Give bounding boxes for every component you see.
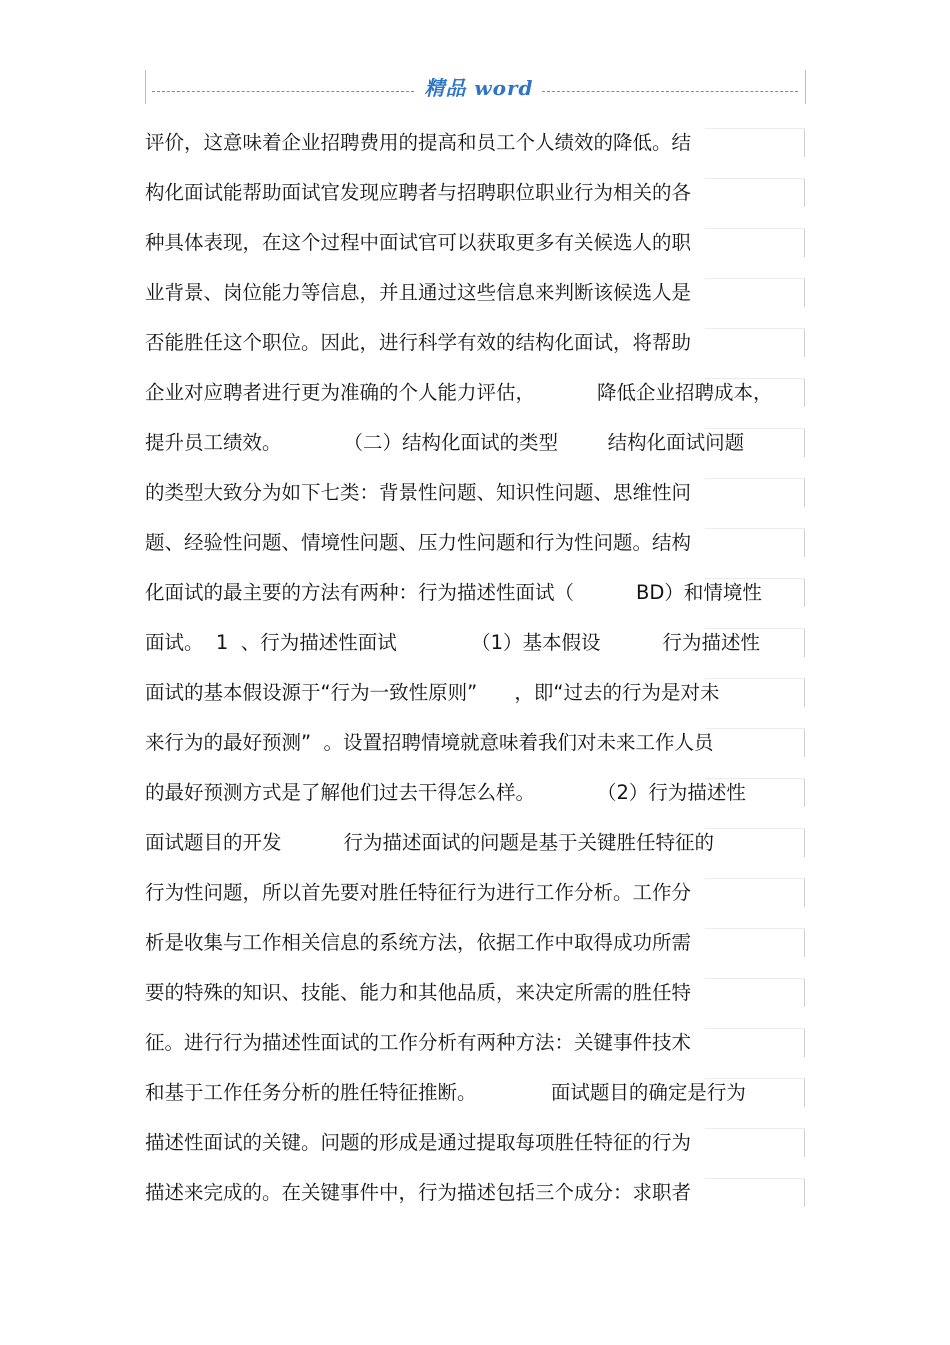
page-frame-left bbox=[145, 70, 146, 104]
line-rule-top bbox=[705, 228, 805, 229]
text-line: 否能胜任这个职位。因此，进行科学有效的结构化面试，将帮助 bbox=[145, 318, 805, 368]
line-rule-right bbox=[804, 779, 805, 807]
header-title: 精品 word bbox=[424, 76, 534, 100]
text-line: 提升员工绩效。 （二）结构化面试的类型 结构化面试问题 bbox=[145, 418, 805, 468]
text-line: 行为性问题，所以首先要对胜任特征行为进行工作分析。工作分 bbox=[145, 868, 805, 918]
line-rule-top bbox=[705, 1028, 805, 1029]
line-rule-right bbox=[804, 429, 805, 457]
line-rule-right bbox=[804, 379, 805, 407]
text-line: 来行为的最好预测” 。设置招聘情境就意味着我们对未来工作人员 bbox=[145, 718, 805, 768]
line-rule-right bbox=[804, 279, 805, 307]
line-rule-top bbox=[705, 1078, 805, 1079]
line-rule-right bbox=[804, 829, 805, 857]
text-line: 面试的基本假设源于“行为一致性原则” ，即“过去的行为是对未 bbox=[145, 668, 805, 718]
text-line: 题、经验性问题、情境性问题、压力性问题和行为性问题。结构 bbox=[145, 518, 805, 568]
line-rule-right bbox=[804, 479, 805, 507]
line-rule-right bbox=[804, 229, 805, 257]
line-rule-top bbox=[705, 378, 805, 379]
text-line: 描述性面试的关键。问题的形成是通过提取每项胜任特征的行为 bbox=[145, 1118, 805, 1168]
text-line: 和基于工作任务分析的胜任特征推断。 面试题目的确定是行为 bbox=[145, 1068, 805, 1118]
line-rule-right bbox=[804, 579, 805, 607]
line-rule-right bbox=[804, 1079, 805, 1107]
line-rule-right bbox=[804, 879, 805, 907]
line-rule-top bbox=[705, 128, 805, 129]
text-line: 种具体表现，在这个过程中面试官可以获取更多有关候选人的职 bbox=[145, 218, 805, 268]
line-rule-right bbox=[804, 529, 805, 557]
line-rule-right bbox=[804, 329, 805, 357]
line-rule-top bbox=[705, 428, 805, 429]
line-rule-top bbox=[705, 578, 805, 579]
line-rule-top bbox=[705, 828, 805, 829]
text-line: 业背景、岗位能力等信息，并且通过这些信息来判断该候选人是 bbox=[145, 268, 805, 318]
line-rule-right bbox=[804, 129, 805, 157]
line-rule-right bbox=[804, 179, 805, 207]
text-line: 的最好预测方式是了解他们过去干得怎么样。 （2）行为描述性 bbox=[145, 768, 805, 818]
line-rule-top bbox=[705, 178, 805, 179]
line-rule-right bbox=[804, 1029, 805, 1057]
line-rule-top bbox=[705, 728, 805, 729]
body-text bbox=[145, 118, 805, 1218]
line-rule-top bbox=[705, 878, 805, 879]
line-rule-right bbox=[804, 629, 805, 657]
header-dash-right bbox=[542, 91, 798, 92]
page-frame-right bbox=[805, 70, 806, 104]
line-rule-right bbox=[804, 1129, 805, 1157]
line-rule-top bbox=[705, 978, 805, 979]
text-line: 描述来完成的。在关键事件中，行为描述包括三个成分：求职者 bbox=[145, 1168, 805, 1218]
line-rule-right bbox=[804, 979, 805, 1007]
line-rule-right bbox=[804, 679, 805, 707]
line-rule-top bbox=[705, 678, 805, 679]
text-line: 面试。 1 、行为描述性面试 （1）基本假设 行为描述性 bbox=[145, 618, 805, 668]
line-rule-top bbox=[705, 1178, 805, 1179]
line-rule-right bbox=[804, 729, 805, 757]
line-rule-top bbox=[705, 628, 805, 629]
text-line: 要的特殊的知识、技能、能力和其他品质，来决定所需的胜任特 bbox=[145, 968, 805, 1018]
line-rule-top bbox=[705, 928, 805, 929]
line-rule-top bbox=[705, 1128, 805, 1129]
line-rule-right bbox=[804, 1179, 805, 1207]
text-line: 的类型大致分为如下七类：背景性问题、知识性问题、思维性问 bbox=[145, 468, 805, 518]
line-rule-top bbox=[705, 278, 805, 279]
text-line: 评价，这意味着企业招聘费用的提高和员工个人绩效的降低。结 bbox=[145, 118, 805, 168]
text-line: 征。进行行为描述性面试的工作分析有两种方法：关键事件技术 bbox=[145, 1018, 805, 1068]
text-line: 企业对应聘者进行更为准确的个人能力评估， 降低企业招聘成本， bbox=[145, 368, 805, 418]
line-rule-top bbox=[705, 528, 805, 529]
text-line: 构化面试能帮助面试官发现应聘者与招聘职位职业行为相关的各 bbox=[145, 168, 805, 218]
line-rule-top bbox=[705, 778, 805, 779]
text-line: 析是收集与工作相关信息的系统方法，依据工作中取得成功所需 bbox=[145, 918, 805, 968]
line-rule-top bbox=[705, 328, 805, 329]
text-line: 化面试的最主要的方法有两种：行为描述性面试（ BD）和情境性 bbox=[145, 568, 805, 618]
line-rule-right bbox=[804, 929, 805, 957]
line-rule-top bbox=[705, 478, 805, 479]
header-dash-left bbox=[152, 91, 414, 92]
text-line: 面试题目的开发 行为描述面试的问题是基于关键胜任特征的 bbox=[145, 818, 805, 868]
